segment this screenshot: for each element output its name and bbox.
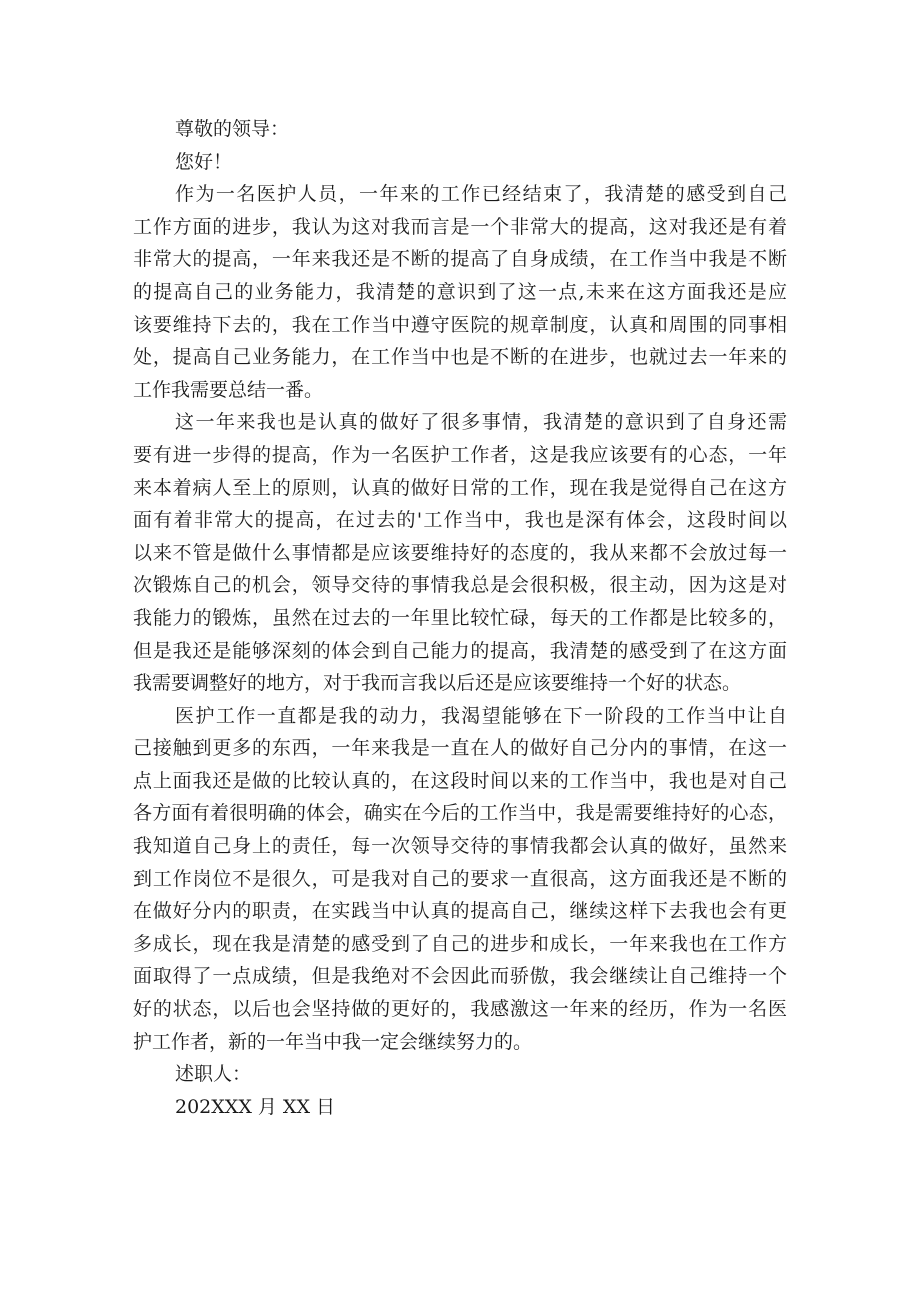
paragraph-line: 好的状态，以后也会坚持做的更好的，我感激这一年来的经历，作为一名医 [133, 998, 787, 1021]
paragraph-line: 我需要调整好的地方，对于我而言我以后还是应该要维持一个好的状态。 [133, 672, 742, 695]
paragraph-line: 要有进一步得的提高，作为一名医护工作者，这是我应该要有的心态，一年 [133, 443, 787, 466]
paragraph-line: 到工作岗位不是很久，可是我对自己的要求一直很高，这方面我还是不断的 [133, 867, 787, 890]
paragraph-line: 己接触到更多的东西，一年来我是一直在人的做好自己分内的事情，在这一 [133, 737, 787, 760]
letter-body [133, 113, 787, 1123]
paragraph-line: 多成长，现在我是清楚的感受到了自己的进步和成长，一年来我也在工作方 [133, 932, 787, 955]
paragraph-3 [133, 700, 787, 1059]
paragraph-line: 作为一名医护人员，一年来的工作已经结束了，我清楚的感受到自己 [175, 183, 787, 206]
paragraph-line: 医护工作一直都是我的动力，我渴望能够在下一阶段的工作当中让自 [175, 704, 787, 727]
paragraph-line: 各方面有着很明确的体会，确实在今后的工作当中，我是需要维持好的心态， [133, 802, 787, 825]
paragraph-line: 来本着病人至上的原则，认真的做好日常的工作，现在我是觉得自己在这方 [133, 476, 787, 499]
paragraph-line: 点上面我还是做的比较认真的，在这段时间以来的工作当中，我也是对自己 [133, 769, 787, 792]
paragraph-line: 以来不管是做什么事情都是应该要维持好的态度的，我从来都不会放过每一 [133, 541, 787, 564]
paragraph-line: 面有着非常大的提高，在过去的'工作当中，我也是深有体会，这段时间以 [133, 509, 787, 532]
paragraph-line: 工作方面的进步，我认为这对我而言是一个非常大的提高，这对我还是有着 [133, 215, 787, 238]
paragraph-line: 我知道自己身上的责任，每一次领导交待的事情我都会认真的做好，虽然来 [133, 835, 787, 858]
paragraph-line: 面取得了一点成绩，但是我绝对不会因此而骄傲，我会继续让自己维持一个 [133, 965, 787, 988]
paragraph-1 [133, 178, 787, 406]
paragraph-line: 护工作者，新的一年当中我一定会继续努力的。 [133, 1030, 533, 1053]
paragraph-line: 在做好分内的职责，在实践当中认真的提高自己，继续这样下去我也会有更 [133, 900, 787, 923]
signature-label: 述职人： [175, 1063, 252, 1086]
paragraph-line: 这一年来我也是认真的做好了很多事情，我清楚的意识到了自身还需 [175, 411, 787, 434]
paragraph-2 [133, 406, 787, 699]
date-line: 202XXX 月 XX 日 [175, 1095, 336, 1118]
paragraph-line: 的提高自己的业务能力，我清楚的意识到了这一点,未来在这方面我还是应 [133, 280, 787, 303]
paragraph-line: 工作我需要总结一番。 [133, 378, 324, 401]
paragraph-line: 我能力的锻炼，虽然在过去的一年里比较忙碌，每天的工作都是比较多的， [133, 606, 787, 629]
paragraph-line: 处，提高自己业务能力，在工作当中也是不断的在进步，也就过去一年来的 [133, 346, 787, 369]
paragraph-line: 但是我还是能够深刻的体会到自己能力的提高，我清楚的感受到了在这方面 [133, 639, 787, 662]
paragraph-line: 该要维持下去的，我在工作当中遵守医院的规章制度，认真和周围的同事相 [133, 313, 787, 336]
greeting: 您好！ [175, 150, 233, 173]
paragraph-line: 次锻炼自己的机会，领导交待的事情我总是会很积极，很主动，因为这是对 [133, 574, 787, 597]
salutation: 尊敬的领导： [175, 118, 290, 140]
paragraph-line: 非常大的提高，一年来我还是不断的提高了自身成绩，在工作当中我是不断 [133, 248, 787, 271]
